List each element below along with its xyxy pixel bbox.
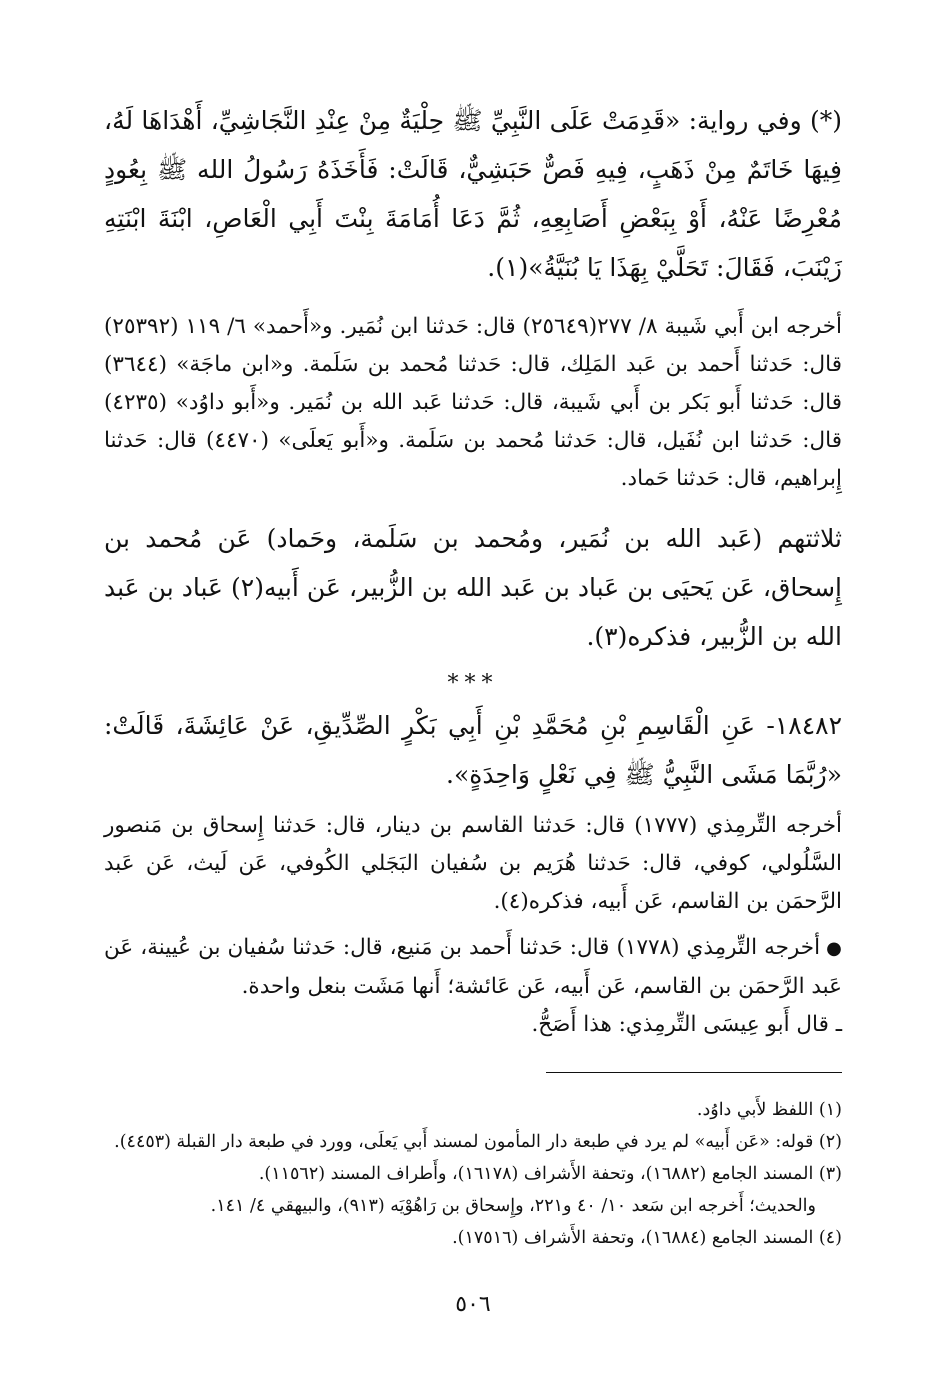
footnote-1: (١) اللفظ لأَبي داوُد. xyxy=(696,1100,842,1120)
footnote-3: (٣) المسند الجامع (١٦٨٨٢)، وتحفة الأَشراف (١٦١٧٨)، وأَطراف المسند (١١٥٦٢). xyxy=(258,1164,842,1184)
hadith-text: ١٨٤٨٢- عَنِ الْقَاسِمِ بْنِ مُحَمَّدِ بْنِ أَبِي بَكْرٍ الصِّدِّيقِ، عَنْ عَائِشَةَ، قَالَتْ: «رُبَّمَا مَشَى النَّبِيُّ ﷺ فِي نَعْلٍ وَاحِدَةٍ». xyxy=(104,711,842,789)
tirmidhi-takhrij-1: أخرجه التِّرمِذي (١٧٧٧) قال: حَدثنا القاسم بن دينار، قال: حَدثنا إِسحاق بن مَنصور السَّلُولي، كوفي، قال: حَدثنا هُرَيم بن سُفيان البَجَلي الكُوفي، عَن لَيث، عَن عَبد الرَّحمَن بن القاسم، عَن أَبيه، فذكره(٤). xyxy=(104,813,842,914)
bullet-icon: ● xyxy=(826,938,842,959)
section-separator: *** xyxy=(447,671,499,696)
tirmidhi-comment: ـ قال أَبو عِيسَى التِّرمِذي: هذا أَصَحُّ. xyxy=(531,1012,842,1037)
footnote-2: (٢) قوله: «عَن أَبيه» لم يرد في طبعة دار المأمون لمسند أَبي يَعلَى، وورد في طبعة دار القبلة (٤٤٥٣). xyxy=(114,1132,842,1152)
riwaya-paragraph: (*) وفي رواية: «قَدِمَتْ عَلَى النَّبِيِّ ﷺ حِلْيَةٌ مِنْ عِنْدِ النَّجَاشِيِّ، أَهْدَاهَا لَهُ، فِيهَا خَاتَمٌ مِنْ ذَهَبٍ، فِيهِ فَصٌّ حَبَشِيٌّ، قَالَتْ: فَأَخَذَهُ رَسُولُ الله ﷺ بِعُودٍ مُعْرِضًا عَنْهُ، أَوْ بِبَعْضِ أَصَابِعِهِ، ثُمَّ دَعَا أُمَامَةَ بِنْتَ أَبِي الْعَاصِ، ابْنَةَ ابْنَتِهِ زَيْنَبَ، فَقَالَ: تَحَلَّيْ بِهَذَا يَا بُنَيَّةُ»(١). xyxy=(104,106,842,282)
page-number: ٥٠٦ xyxy=(455,1292,491,1317)
takhrij-paragraph: أخرجه ابن أَبي شَيبة ٨/ ٢٧٧(٢٥٦٤٩) قال: حَدثنا ابن نُمَير. و«أَحمد» ٦/ ١١٩ (٢٥٣٩٢) قال: حَدثنا أَحمد بن عَبد المَلِك، قال: حَدثنا مُحمد بن سَلَمة. و«ابن ماجَة» (٣٦٤٤) قال: حَدثنا أَبو بَكر بن أَبي شَيبة، قال: حَدثنا عَبد الله بن نُمَير. و«أَبو داوُد» (٤٢٣٥) قال: حَدثنا ابن نُفَيل، قال: حَدثنا مُحمد بن سَلَمة. و«أَبو يَعلَى» (٤٤٧٠) قال: حَدثنا إِبراهيم، قال: حَدثنا حَماد. xyxy=(104,314,843,491)
footnote-4: (٤) المسند الجامع (١٦٨٨٤)، وتحفة الأَشراف (١٧٥١٦). xyxy=(452,1228,842,1248)
page-body xyxy=(104,96,842,1044)
tirmidhi-takhrij-2: أخرجه التِّرمِذي (١٧٧٨) قال: حَدثنا أَحمد بن مَنيع، قال: حَدثنا سُفيان بن عُيينة، عَن عَبد الرَّحمَن بن القاسم، عَن أَبيه، عَن عَائشة؛ أَنها مَشَت بنعل واحدة. xyxy=(104,935,842,999)
footnotes xyxy=(104,1094,842,1254)
footnote-3-continuation: والحديث؛ أَخرجه ابن سَعد ١٠/ ٤٠ و٢٢١، وإِسحاق بن رَاهُوْيَه (٩١٣)، والبيهقي ٤/ ١٤١. xyxy=(210,1196,816,1216)
tirmidhi-takhrij-2-row xyxy=(104,929,842,1006)
isnad-summary-paragraph: ثلاثتهم (عَبد الله بن نُمَير، ومُحمد بن سَلَمة، وحَماد) عَن مُحمد بن إِسحاق، عَن يَحيَى بن عَباد بن عَبد الله بن الزُّبير، عَن أَبيه(٢) عَباد بن عَبد الله بن الزُّبير، فذكره(٣). xyxy=(104,524,842,651)
footnote-divider xyxy=(546,1072,842,1073)
